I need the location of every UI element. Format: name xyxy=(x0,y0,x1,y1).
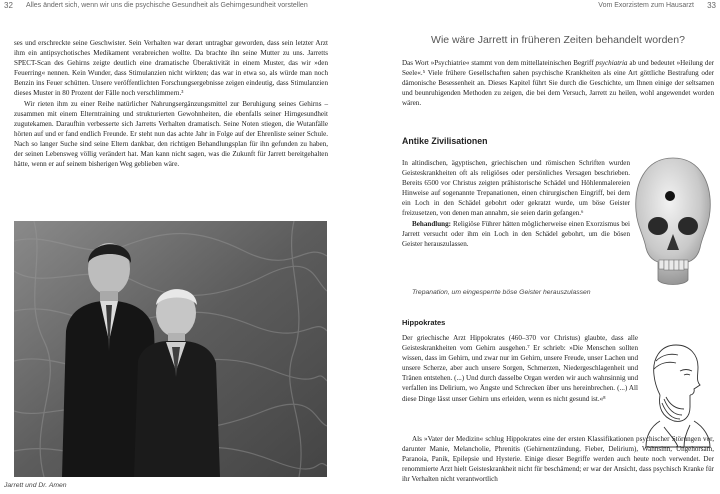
intro-text-2: ab und bedeutet »Heilung der Seele«.⁵ Viele frühere Gesellschaften sahen psychische Krankheiten als eine Art göttliche Bestrafung oder dämonische Besessenheit an. Dieses Kapitel führt Sie durch die Geschichte, um Ihnen einige der seltsamen und beunruhigenden Methoden zu zeigen, die bei dem Versuch, Jarrett zu heilen, wohl angewendet worden wären. xyxy=(402,59,714,108)
running-head-left: Alles ändert sich, wenn wir uns die psychische Gesundheit als Gehirngesundheit vorstellen xyxy=(26,2,308,9)
paragraph-jarrett-2: Wir rieten ihm zu einer Reihe natürlicher Nahrungsergänzungsmittel zur Beruhigung seines Gehirns – zusammen mit einem Elterntraining und strukturierten Gewohnheiten, die ebenfalls seiner Hirngesundheit zugutekamen. Daraufhin verbesserte sich Jarretts Verhalten dramatisch. Seine Noten stiegen, die Wutanfälle hörten auf und er fand endlich Freunde. Er steht nun das achte Jahr in Folge auf der Ehrenliste seiner Schule. Nach so langer Suche sind seine Eltern dankbar, den richtigen Behandlungsplan für ihn gefunden zu haben, der seinen Lebensweg völlig verändert hat. Man kann nicht sagen, was die Zukunft für Jarrett bereitgehalten hätte, wenn er auf seinem bisherigen Weg geblieben wäre. xyxy=(14,99,328,169)
photo-caption: Jarrett und Dr. Amen xyxy=(4,482,67,489)
intro-text-1: Das Wort »Psychiatrie« stammt von dem mittellateinischen Begriff xyxy=(402,59,596,67)
hippokrates-paragraph-2: Als »Vater der Medizin« schlug Hippokrates eine der ersten Klassifikationen psychischer Störungen vor, darunter Manie, Melancholie, Phrenitis (Gehirnentzündung, Fieber, Delirium), Wahnsinn, Ungehorsam, Paranoia, Panik, Epilepsie und Hysterie. Einige dieser Begriffe werden auch heute noch verwendet. Der renommierte Arzt hielt Geisteskrankheit nicht für beschämend; er war der Ansicht, dass psychisch Kranke für ihr Verhalten nicht verantwortlich xyxy=(402,435,714,484)
paragraph-jarrett-1: ses und erschreckte seine Geschwister. Sein Verhalten war derart untragbar geworden, dass sein letzter Arzt ihm ein antipsychotisches Medikament verabreichen wollte. Da brachte ihn seine Mutter zu uns. Jarretts SPECT-Scan des Gehirns zeigte deutlich eine dramatische Überaktivität in einem Muster, das wir »den Feuerring« nennen. Kein Wunder, dass Stimulanzien nicht wirkten; das war in etwa so, als würde man noch Benzin ins Feuer schütten. Unsere veröffentlichten Forschungsergebnisse zeigen eindeutig, dass Stimulanzien dieses Muster in 80 Prozent der Fälle noch verschlimmern.³ xyxy=(14,39,328,98)
intro-column xyxy=(402,58,714,108)
page-number-left: 32 xyxy=(4,1,13,10)
intro-paragraph xyxy=(402,58,714,108)
photo-jarrett-dr-amen xyxy=(14,221,327,477)
trepanned-skull-image xyxy=(632,156,714,288)
hippokrates-paragraph-1: Der griechische Arzt Hippokrates (460–370 vor Christus) glaubte, dass alle Geisteskrankheiten vom Gehirn ausgehen.⁷ Er schrieb: »Die Menschen sollten wissen, dass im Gehirn, und zwar nur im Gehirn, unsere Freude, unser Lachen und unsere Scherze, aber auch unsere Sorgen, Schmerzen, Niedergeschlagenheit und Tränen entstehen. (...) Und durch dasselbe Organ werden wir auch wahnsinnig und verfallen ins Delirium, wo Ängste und Schrecken über uns hereinbrechen. (...) All diese Dinge lässt unser Gehirn uns erleiden, wenn es nicht gesund ist.«⁸ xyxy=(402,334,638,403)
antike-column xyxy=(402,158,630,249)
running-head-right: Vom Exorzistem zum Hausarzt xyxy=(598,2,694,9)
treatment-paragraph xyxy=(402,219,630,249)
hippokrates-bust-image xyxy=(640,337,716,449)
treatment-text: Religiöse Führer hätten möglicherweise einen Exorzismus bei Jarrett versucht oder ihm ein Loch in den Schädel gebohrt, um die bösen Geister herauszulassen. xyxy=(402,219,630,248)
skull-caption: Trepanation, um eingesperrte böse Geister herauszulassen xyxy=(412,289,591,296)
left-text-column xyxy=(14,38,328,169)
hippokrates-column xyxy=(402,333,638,404)
intro-term: psychiatria xyxy=(595,59,628,67)
section-title: Wie wäre Jarrett in früheren Zeiten behandelt worden? xyxy=(431,34,685,46)
treatment-label: Behandlung: xyxy=(412,219,452,228)
heading-antike: Antike Zivilisationen xyxy=(402,136,488,146)
antike-paragraph: In altindischen, ägyptischen, griechischen und römischen Schriften wurden Geisteskrankheiten oft als religiöses oder persönliches Versagen beschrieben. Bereits 6500 vor Christus zeigten prähistorische Schädel und Höhlenmalereien Hinweise auf sogenannte Trepanationen, einen chirurgischen Eingriff, bei dem ein Loch in den Schädel gebohrt oder gekratzt wurde, um böse Geister freizusetzen, von denen man annahm, sie seien darin gefangen.⁶ xyxy=(402,159,630,218)
page-number-right: 33 xyxy=(707,1,716,10)
heading-hippokrates: Hippokrates xyxy=(402,318,446,327)
